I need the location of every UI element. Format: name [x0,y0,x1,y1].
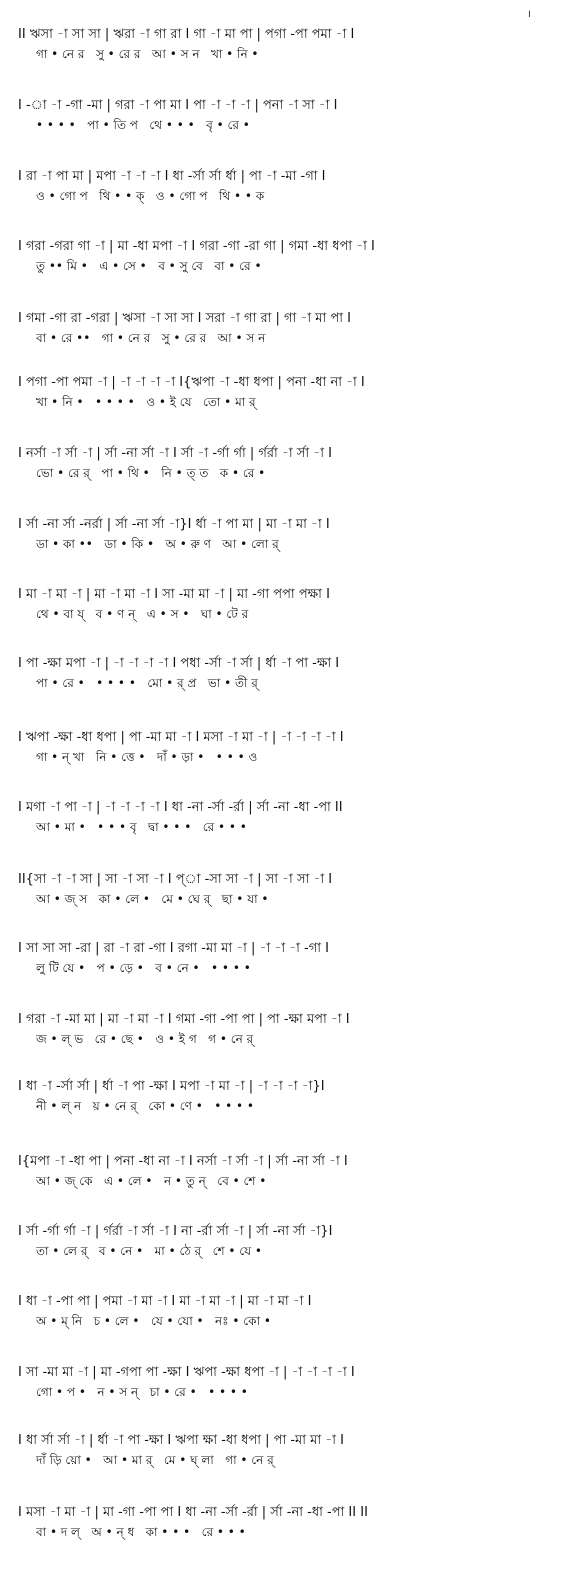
notes-line: II{সা -া -া সা | সা -া সা -া I প্া -সা সা -া | সা -া সা -া I [18,872,333,887]
lyrics-line: তা • লে র্ ব • নে • মা • ঠে র্ শে • যে • [36,1244,262,1258]
stanza-12 [18,799,563,847]
lyrics-line: ও • গো প থি • • ক্ ও • গো প থি • • ক [36,189,265,203]
lyrics-line: • • • • পা • তি প থে • • • বৃ • রে • [36,118,250,132]
notes-line: I ধা -া -র্সা র্সা | র্ধা -া পা -ক্ষা I মপা -া মা -া | -া -া -া -া}I [18,1079,325,1094]
notes-line: I র্সা -র্গা র্গা -া | র্গর্রা -া র্সা -া I না -র্রা র্সা -া | র্সা -না র্সা -া}I [18,1224,333,1239]
notes-line: I সা সা সা -রা | রা -া রা -গা I রগা -মা মা -া | -া -া -া -গা I [18,941,330,956]
notes-line: I মা -া মা -া | মা -া মা -া I সা -মা মা -া | মা -গা পপা পক্ষা I [18,587,330,602]
lyrics-line: ভো • রে র্ পা • থি • নি • ত্ ত ক • রে • [36,466,266,480]
lyrics-line: আ • জ্ স কা • লে • মে • ঘে র্ ছা • যা • [36,892,269,906]
notes-line: II ঋসা -া সা সা | ঋরা -া গা রা I গা -া মা পা | পগা -পা পমা -া I [18,27,355,42]
stanza-20 [18,1364,563,1412]
stanza-6 [18,374,563,422]
lyrics-line: থে • বা য্ ব • ণ ন্ এ • স • ঘা • টে র [36,607,249,621]
lyrics-line: অ • ম্ নি চ • লে • যে • যো • নঃ • কো • [36,1314,271,1328]
notes-line: I গমা -গা রা -গরা | ঋসা -া সা সা I সরা -া গা রা | গা -া মা পা I [18,311,351,326]
stanza-22 [18,1504,563,1552]
stanza-10 [18,655,563,703]
notes-line: I মসা -া মা -া | মা -গা -পা পা I ধা -না -র্সা -র্রা | র্সা -না -ধা -পা II II [18,1505,368,1520]
lyrics-line: বা • দ ল্ অ • ন্ ধ কা • • • রে • • • [36,1525,246,1539]
stanza-21 [18,1432,563,1480]
stanza-5 [18,310,563,358]
stanza-14 [18,940,563,988]
stanza-15 [18,1011,563,1059]
lyrics-line: গা • নে র সু • রে র আ • স ন খা • নি • [36,47,259,61]
stanza-1 [18,26,563,74]
notes-line: I ঋপা -ক্ষা -ধা ধপা | পা -মা মা -া I মসা -া মা -া | -া -া -া -া I [18,730,344,745]
lyrics-line: জ • ল্ ভ রে • ছে • ও • ই গ গ • নে র্ [36,1032,254,1046]
lyrics-line: লু টি যে • প • ড়ে • ব • নে • • • • • [36,961,251,975]
notes-line: I{মপা -া -ধা পা | পনা -ধা না -া I নর্সা -া র্সা -া | র্সা -না র্সা -া I [18,1154,348,1169]
notes-line: I গরা -গরা গা -া | মা -ধা মপা -া I গরা -গা -রা গা | গমা -ধা ধপা -া I [18,239,375,254]
corner-mark: । [527,9,531,20]
stanza-18 [18,1223,563,1271]
notes-line: I -া -া -গা -মা | গরা -া পা মা I পা -া -া -া | পনা -া সা -া I [18,98,338,113]
lyrics-line: তু •• মি • এ • সে • ব • সু বে বা • রে • [36,259,262,273]
stanza-7 [18,445,563,493]
lyrics-line: ডা • কা •• ডা • কি • অ • রু ণ আ • লো র্ [36,537,279,551]
notes-line: I ধা -া -পা পা | পমা -া মা -া I মা -া মা -া | মা -া মা -া I [18,1294,312,1309]
notes-line: I সা -মা মা -া | মা -গপা পা -ক্ষা I ঋপা -ক্ষা ধপা -া | -া -া -া -া I [18,1365,355,1380]
notes-line: I নর্সা -া র্সা -া | র্সা -না র্সা -া I র্সা -া -র্গা র্গা | র্গর্রা -া র্সা -া I [18,446,332,461]
lyrics-line: দাঁ ড়ি য়ো • আ • মা র্ মে • ঘ্ লা গা • নে র্ [36,1453,274,1467]
stanza-8 [18,516,563,564]
notes-line: I ধা র্সা র্সা -া | র্ধা -া পা -ক্ষা I ঋপা ক্ষা -ধা ধপা | পা -মা মা -া I [18,1433,344,1448]
lyrics-line: নী • ল্ ন য় • নে র্ কো • ণে • • • • • [36,1099,254,1113]
stanza-2 [18,97,563,145]
stanza-11 [18,729,563,777]
lyrics-line: খা • নি • • • • • ও • ই যে তো • মা র্ [36,395,256,409]
stanza-9 [18,586,563,634]
stanza-4 [18,238,563,286]
stanza-16 [18,1078,563,1126]
stanza-13 [18,871,563,919]
lyrics-line: আ • জ্ কে এ • লে • ন • তু ন্ বে • শে • [36,1174,267,1188]
lyrics-line: বা • রে •• গা • নে র সু • রে র আ • স ন [36,331,266,345]
notes-line: I পগা -পা পমা -া | -া -া -া -া I{ঋপা -া -ধা ধপা | পনা -ধা না -া I [18,375,365,390]
notes-line: I গরা -া -মা মা | মা -া মা -া I গমা -গা -পা পা | পা -ক্ষা মপা -া I [18,1012,350,1027]
stanza-19 [18,1293,563,1341]
notes-line: I র্সা -না র্সা -নর্রা | র্সা -না র্সা -া}I র্ধা -া পা মা | মা -া মা -া I [18,517,330,532]
lyrics-line: আ • মা • • • • বৃ দ্বা • • • রে • • • [36,820,247,834]
lyrics-line: পা • রে • • • • • মো • র্ প্র ভা • তী র্ [36,676,258,690]
notes-line: I পা -ক্ষা মপা -া | -া -া -া -া I পধা -র্সা -া র্সা | র্ধা -া পা -ক্ষা I [18,656,340,671]
stanza-17 [18,1153,563,1201]
lyrics-line: গো • প • ন • স ন্ চা • রে • • • • • [36,1385,248,1399]
lyrics-line: গা • ন্ খা নি • ত্তে • দাঁ • ড়া • • • • ও [36,750,258,764]
notes-line: I রা -া পা মা | মপা -া -া -া I ধা -র্সা র্সা র্ধা | পা -া -মা -গা I [18,169,326,184]
stanza-3 [18,168,563,216]
notes-line: I মগা -া পা -া | -া -া -া -া I ধা -না -র্সা -র্রা | র্সা -না -ধা -পা II [18,800,343,815]
